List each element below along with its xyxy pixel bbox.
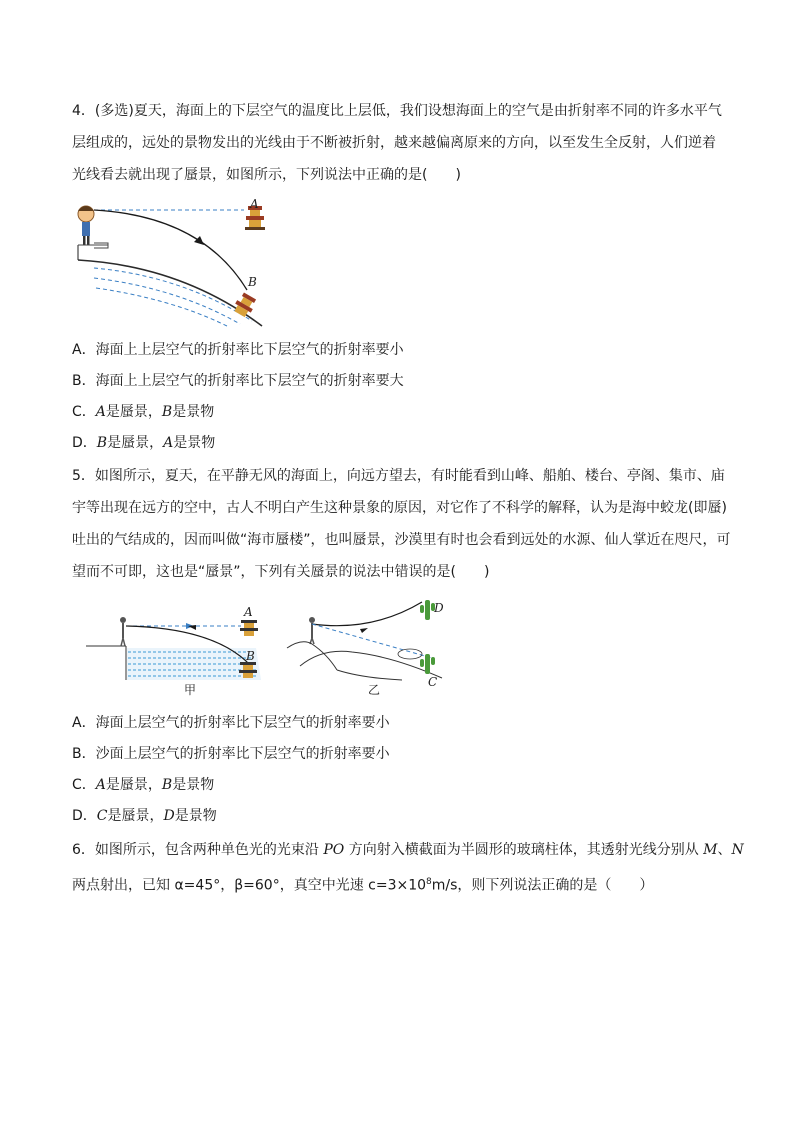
q5-option-b[interactable]	[72, 744, 390, 764]
var-run: M	[703, 842, 718, 858]
q4-option-d[interactable]	[72, 433, 215, 453]
label-b: B	[248, 275, 257, 289]
question-6-line	[72, 866, 722, 898]
text-run: 6．如图所示，包含两种单色光的光束沿	[72, 842, 324, 858]
option-text: 海面上层空气的折射率比下层空气的折射率要小	[95, 715, 390, 731]
option-text: 是景物	[174, 808, 217, 824]
option-text: 是蜃景，	[105, 777, 162, 793]
q4-option-b[interactable]	[72, 371, 404, 391]
text-run: 方向射入横截面为半圆形的玻璃柱体，其透射光线分别从	[344, 842, 704, 858]
option-var: B	[161, 404, 173, 420]
option-text: 海面上上层空气的折射率比下层空气的折射率要大	[95, 373, 404, 389]
q5-option-a[interactable]	[72, 713, 390, 733]
label-b: B	[246, 649, 255, 663]
question-5-line: 5．如图所示，夏天，在平静无风的海面上，向远方望去，有时能看到山峰、船舶、楼台、亭阁、集市、庙	[72, 468, 725, 484]
option-key: C．	[72, 404, 96, 420]
option-var: A	[95, 777, 106, 793]
question-5-line: 吐出的气结成的，因而叫做“海市蜃楼”，也叫蜃景，沙漠里有时也会看到远处的水源、仙人掌近在咫尺，可	[72, 532, 731, 548]
cactus-icon	[420, 600, 435, 620]
question-5-line: 望而不可即，这也是“蜃景”，下列有关蜃景的说法中错误的是( )	[72, 564, 490, 580]
option-key: A．	[72, 715, 96, 731]
option-key: A．	[72, 342, 96, 358]
pagoda-icon	[240, 620, 258, 636]
option-key: D．	[72, 808, 97, 824]
question-4-line: 4．(多选)夏天，海面上的下层空气的温度比上层低，我们设想海面上的空气是由折射率不同的许多水平气	[72, 103, 722, 119]
ray-arrow-icon	[194, 236, 204, 245]
label-a: A	[250, 197, 259, 211]
option-key: C．	[72, 777, 96, 793]
observer-icon	[78, 206, 94, 245]
observer-icon	[309, 617, 315, 644]
observer-icon	[120, 617, 126, 646]
text-run: m/s，则下列说法正确的是（ ）	[431, 877, 654, 894]
question-6-stem	[72, 834, 744, 898]
superscript: 8	[426, 877, 432, 887]
option-key: D．	[72, 435, 97, 451]
q4-option-a[interactable]	[72, 340, 404, 360]
option-key: B．	[72, 746, 96, 762]
question-5-stem	[72, 460, 731, 588]
question-4-line: 光线看去就出现了蜃景，如图所示，下列说法中正确的是( )	[72, 167, 461, 183]
option-var: B	[161, 777, 173, 793]
option-text: 是景物	[172, 777, 215, 793]
question-6-line	[72, 834, 744, 866]
caption-yi: 乙	[368, 683, 381, 697]
option-text: 是景物	[173, 435, 216, 451]
option-text: 是景物	[172, 404, 215, 420]
q4-option-c[interactable]	[72, 402, 214, 422]
option-text: 海面上上层空气的折射率比下层空气的折射率要小	[95, 342, 404, 358]
question-5-line: 宇等出现在远方的空中，古人不明白产生这种景象的原因，对它作了不科学的解释，认为是海中蛟龙(即蜃)	[72, 500, 727, 516]
option-key: B．	[72, 373, 96, 389]
option-text: 沙面上层空气的折射率比下层空气的折射率要小	[95, 746, 390, 762]
question-4-figure	[72, 196, 272, 331]
option-text: 是蜃景，	[107, 808, 164, 824]
question-5-figure-yi	[282, 598, 452, 700]
option-var: C	[96, 808, 108, 824]
question-5-figure-jia	[86, 598, 271, 700]
option-var: D	[163, 808, 175, 824]
label-c: C	[428, 675, 438, 689]
question-4-stem	[72, 95, 722, 191]
caption-jia: 甲	[184, 683, 197, 697]
q5-option-d[interactable]	[72, 806, 217, 826]
q5-option-c[interactable]	[72, 775, 214, 795]
text-run: 两点射出，已知 α=45°，β=60°，真空中光速 c=3×10	[72, 877, 427, 894]
label-a: A	[244, 605, 253, 619]
var-run: PO	[323, 842, 345, 858]
option-var: A	[95, 404, 106, 420]
label-d: D	[434, 601, 444, 615]
var-run: N	[731, 842, 744, 858]
cactus-icon	[420, 654, 435, 674]
text-run: 、	[717, 842, 732, 858]
option-text: 是蜃景，	[107, 435, 164, 451]
pagoda-icon	[232, 292, 258, 319]
option-var: B	[96, 435, 108, 451]
option-var: A	[163, 435, 174, 451]
question-4-line: 层组成的，远处的景物发出的光线由于不断被折射，越来越偏离原来的方向，以至发生全反射，人们逆着	[72, 135, 716, 151]
option-text: 是蜃景，	[105, 404, 162, 420]
